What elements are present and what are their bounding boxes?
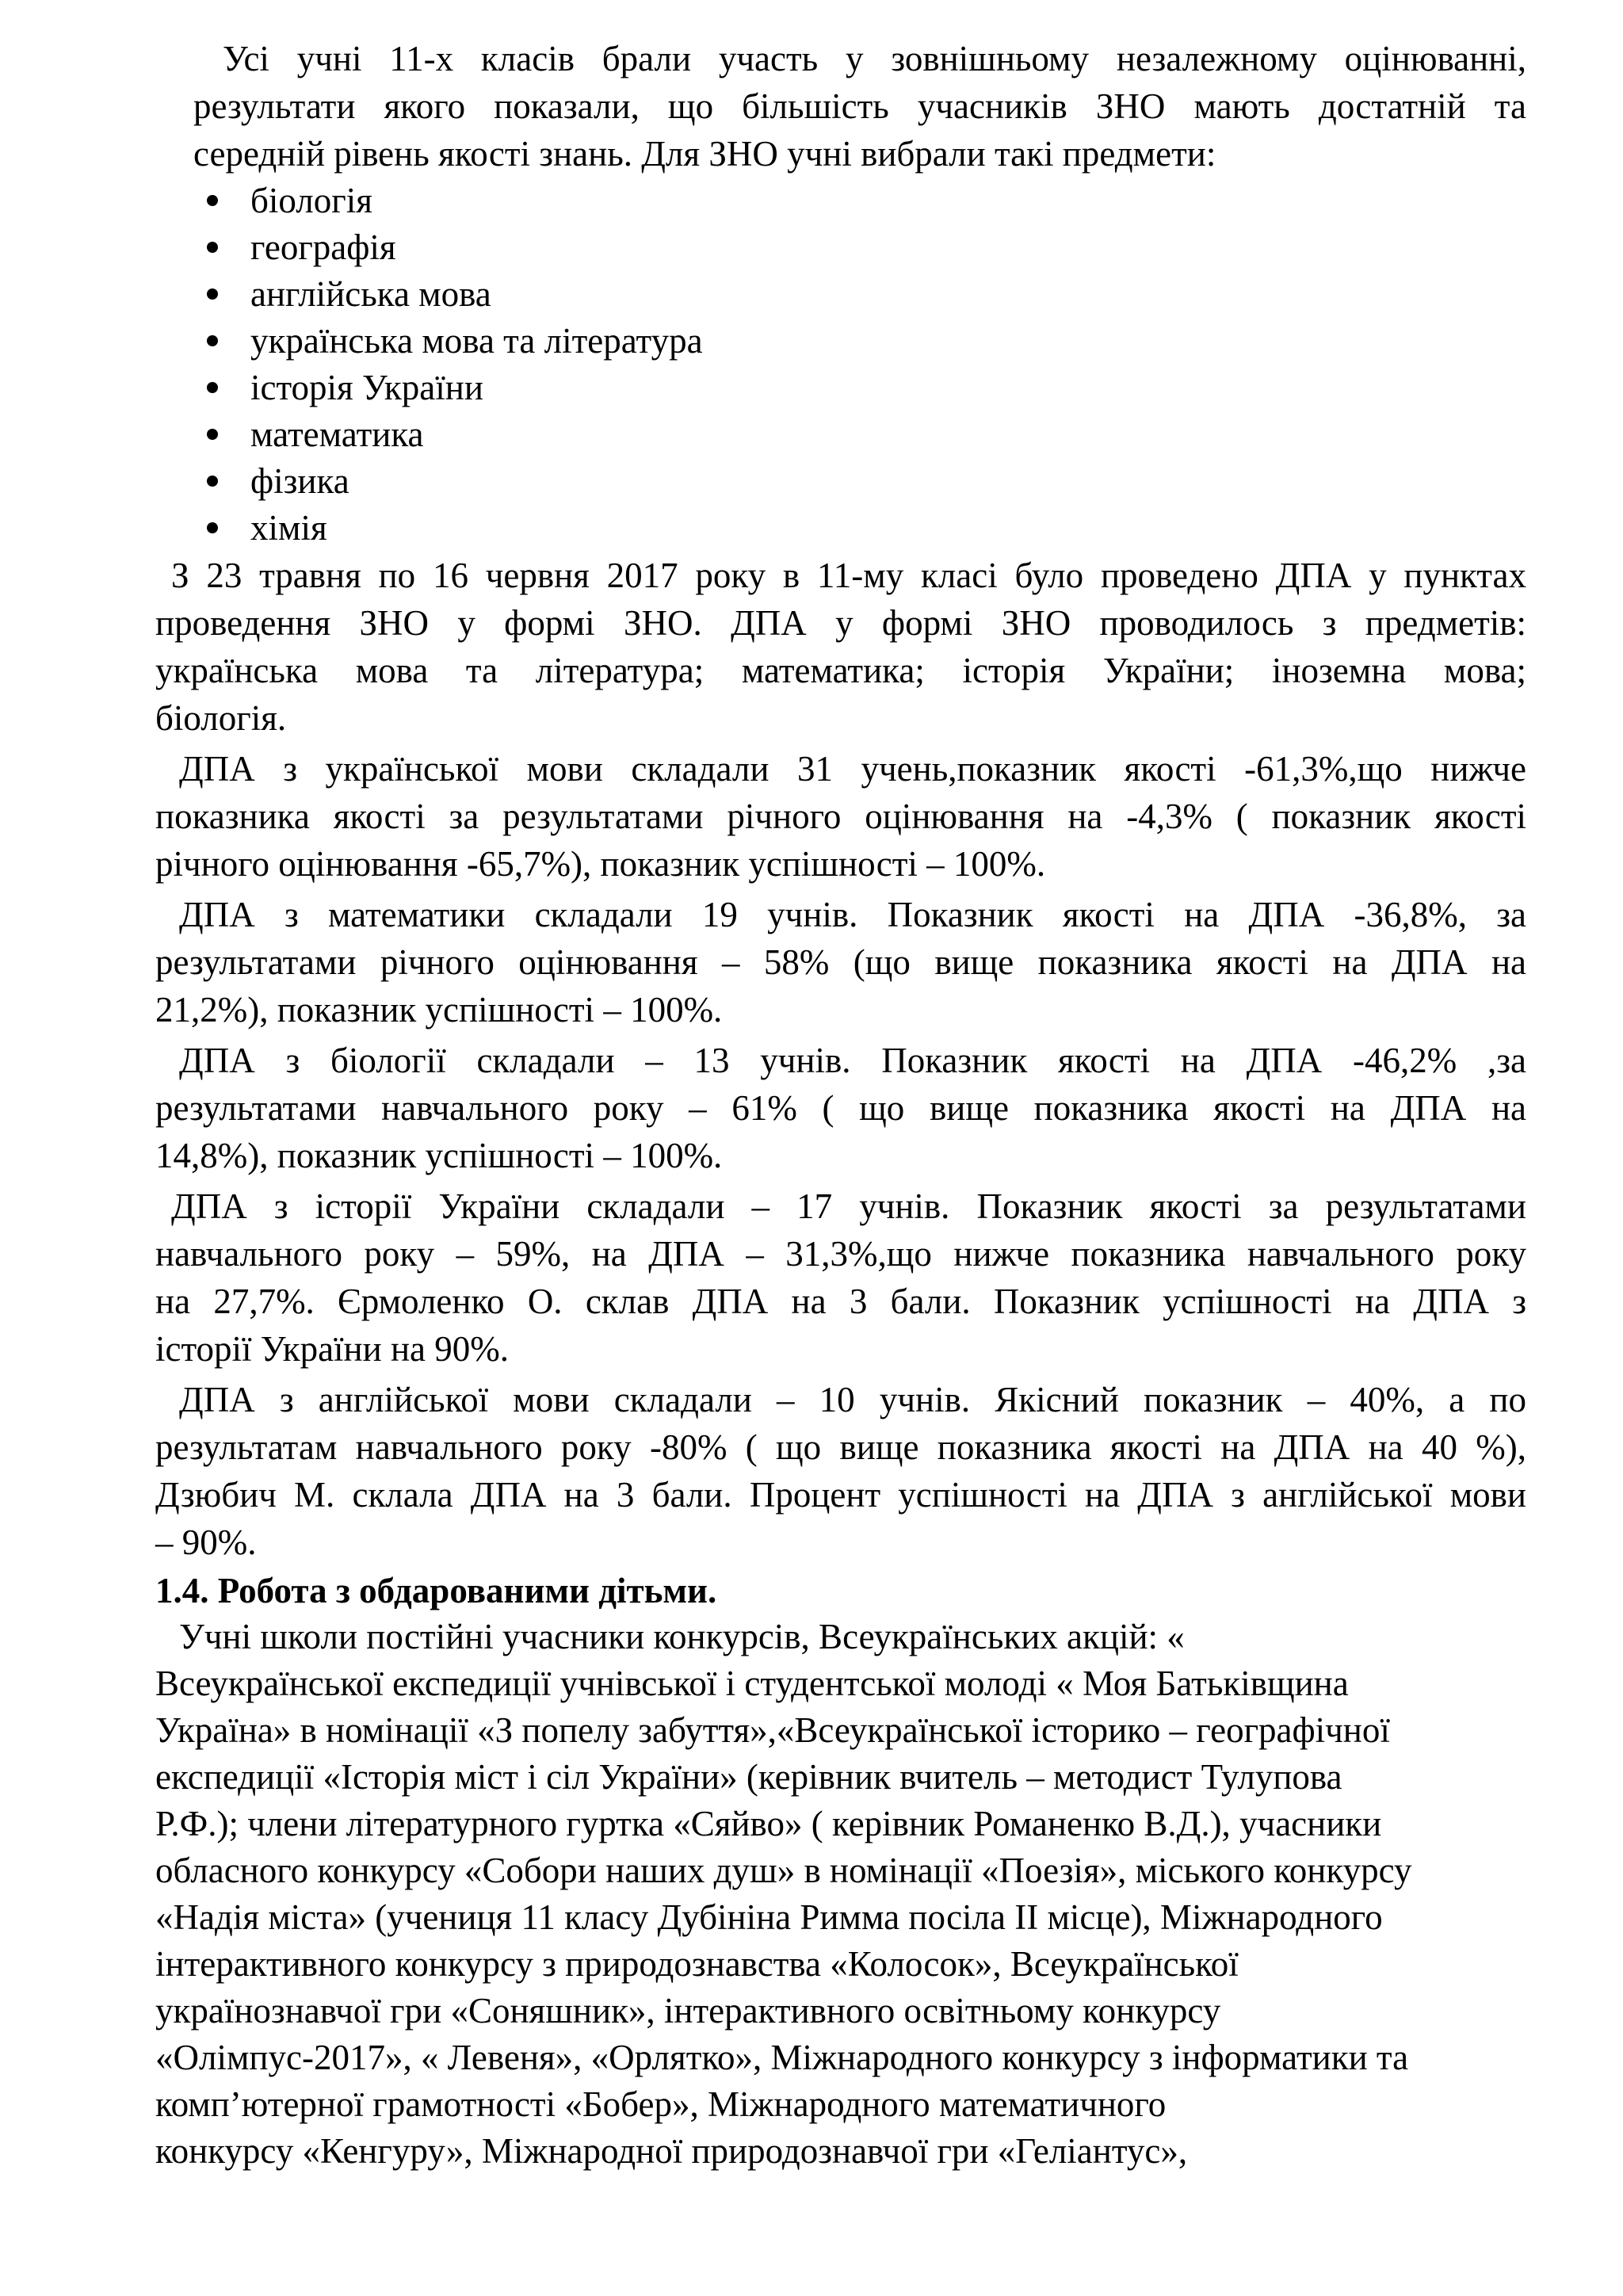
text-line: ДПА з історії України складали – 17 учнів. Показник якості за результатами: [171, 1186, 1526, 1226]
text-line: проведення ЗНО у формі ЗНО. ДПА у формі ЗНО проводилось з предметів:: [155, 603, 1526, 643]
gifted-children-paragraph: [155, 1614, 1526, 2175]
text-line: конкурсу «Кенгуру», Міжнародної природознавчої гри «Геліантус»,: [155, 2131, 1188, 2171]
text-line: ДПА з української мови складали 31 учень,показник якості -61,3%,що нижче: [179, 749, 1526, 789]
list-item: географія: [207, 224, 1526, 271]
text-line: «Надія міста» (учениця 11 класу Дубініна Римма посіла ІІ місце), Міжнародного: [155, 1897, 1383, 1937]
list-item: біологія: [207, 178, 1526, 224]
text-line: Усі учні 11-х класів брали участь у зовнішньому незалежному оцінюванні,: [223, 39, 1526, 78]
text-line: Україна» в номінації «З попелу забуття»,«Всеукраїнської історико – географічної: [155, 1710, 1390, 1750]
text-line: Учні школи постійні учасники конкурсів, Всеукраїнських акцій: «: [179, 1617, 1185, 1656]
list-item: англійська мова: [207, 271, 1526, 318]
text-line: комп’ютерної грамотності «Бобер», Міжнародного математичного: [155, 2084, 1167, 2124]
text-line: – 90%.: [155, 1522, 257, 1562]
bullet-icon: [207, 195, 218, 206]
bullet-icon: [207, 429, 218, 440]
bullet-icon: [207, 476, 218, 487]
text-line: біологія.: [155, 698, 287, 738]
text-line: навчального року – 59%, на ДПА – 31,3%,що нижче показника навчального року: [155, 1234, 1526, 1274]
list-item: українська мова та література: [207, 318, 1526, 365]
bullet-icon: [207, 242, 218, 253]
text-line: інтерактивного конкурсу з природознавства «Колосок», Всеукраїнської: [155, 1944, 1239, 1984]
text-line: ДПА з математики складали 19 учнів. Показник якості на ДПА -36,8%, за: [179, 895, 1526, 934]
bullet-icon: [207, 522, 218, 533]
text-line: Р.Ф.); члени літературного гуртка «Сяйво» ( керівник Романенко В.Д.), учасники: [155, 1804, 1382, 1843]
bullet-icon: [207, 335, 218, 346]
text-line: 21,2%), показник успішності – 100%.: [155, 990, 723, 1030]
text-line: середній рівень якості знань. Для ЗНО учні вибрали такі предмети:: [193, 134, 1216, 174]
text-line: історії України на 90%.: [155, 1329, 510, 1369]
text-line: З 23 травня по 16 червня 2017 року в 11-му класі було проведено ДПА у пунктах: [171, 556, 1526, 595]
subjects-list: [155, 178, 1526, 552]
history-dpa-paragraph: [155, 1182, 1526, 1373]
text-line: ДПА з англійської мови складали – 10 учнів. Якісний показник – 40%, а по: [179, 1380, 1526, 1419]
math-dpa-paragraph: [155, 891, 1526, 1033]
list-item: математика: [207, 411, 1526, 458]
text-line: Дзюбич М. склала ДПА на 3 бали. Процент успішності на ДПА з англійської мови: [155, 1475, 1526, 1515]
text-line: річного оцінювання -65,7%), показник успішності – 100%.: [155, 844, 1046, 884]
text-line: «Олімпус-2017», « Левеня», «Орлятко», Міжнародного конкурсу з інформатики та: [155, 2038, 1409, 2077]
text-line: результатами річного оцінювання – 58% (що вище показника якості на ДПА на: [155, 942, 1526, 982]
document-page: [155, 35, 1526, 2175]
text-line: українознавчої гри «Соняшник», інтерактивного освітньому конкурсу: [155, 1991, 1221, 2030]
text-line: Всеукраїнської експедиції учнівської і студентської молоді « Моя Батьківщина: [155, 1664, 1349, 1703]
bullet-icon: [207, 382, 218, 393]
text-line: результатами навчального року – 61% ( що вище показника якості на ДПА на: [155, 1088, 1526, 1128]
dpa-intro-paragraph: [155, 552, 1526, 742]
list-item: фізика: [207, 458, 1526, 505]
ukrainian-dpa-paragraph: [155, 745, 1526, 888]
text-line: ДПА з біології складали – 13 учнів. Показник якості на ДПА -46,2% ,за: [179, 1041, 1526, 1080]
intro-paragraph: [155, 35, 1526, 178]
text-line: українська мова та література; математика; історія України; іноземна мова;: [155, 651, 1526, 690]
text-line: результатам навчального року -80% ( що вище показника якості на ДПА на 40 %),: [155, 1427, 1526, 1467]
text-line: експедиції «Історія міст і сіл України» (керівник вчитель – методист Тулупова: [155, 1757, 1342, 1797]
list-item: історія України: [207, 365, 1526, 411]
text-line: на 27,7%. Єрмоленко О. склав ДПА на 3 бали. Показник успішності на ДПА з: [155, 1282, 1526, 1321]
text-line: показника якості за результатами річного оцінювання на -4,3% ( показник якості: [155, 797, 1526, 836]
text-line: обласного конкурсу «Собори наших душ» в номінації «Поезія», міського конкурсу: [155, 1851, 1412, 1890]
list-item: хімія: [207, 505, 1526, 552]
biology-dpa-paragraph: [155, 1037, 1526, 1179]
text-line: результати якого показали, що більшість учасників ЗНО мають достатній та: [193, 86, 1526, 126]
section-heading: 1.4. Робота з обдарованими дітьми.: [155, 1571, 717, 1610]
text-line: 14,8%), показник успішності – 100%.: [155, 1136, 723, 1175]
bullet-icon: [207, 288, 218, 300]
english-dpa-paragraph: [155, 1376, 1526, 1566]
